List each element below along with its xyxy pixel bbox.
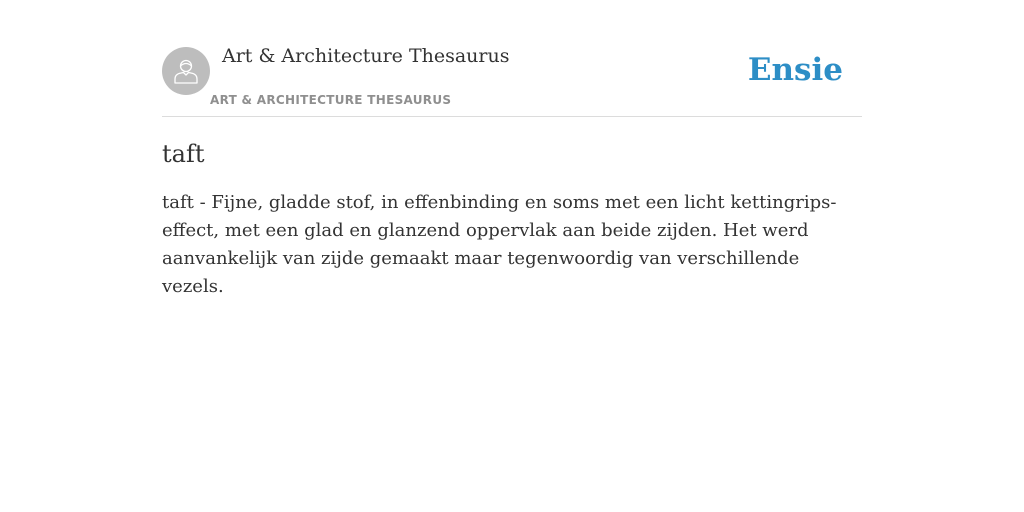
user-outline-icon [171,56,201,86]
header [162,0,862,117]
main-content [162,138,862,301]
source-title[interactable]: Art & Architecture Thesaurus [222,45,510,67]
source-subtitle[interactable]: ART & ARCHITECTURE THESAURUS [210,93,452,107]
ensie-logo[interactable]: Ensie [747,52,843,88]
entry-title: taft [162,140,205,168]
avatar[interactable] [162,47,210,95]
entry-definition: taft - Fijne, gladde stof, in effenbinding en soms met een licht kettingrips-effect, met een glad en glanzend oppervlak aan beide zijden. Het werd aanvankelijk van zijde gemaakt maar tegenwoordig van verschillende vezels. [162,192,837,297]
